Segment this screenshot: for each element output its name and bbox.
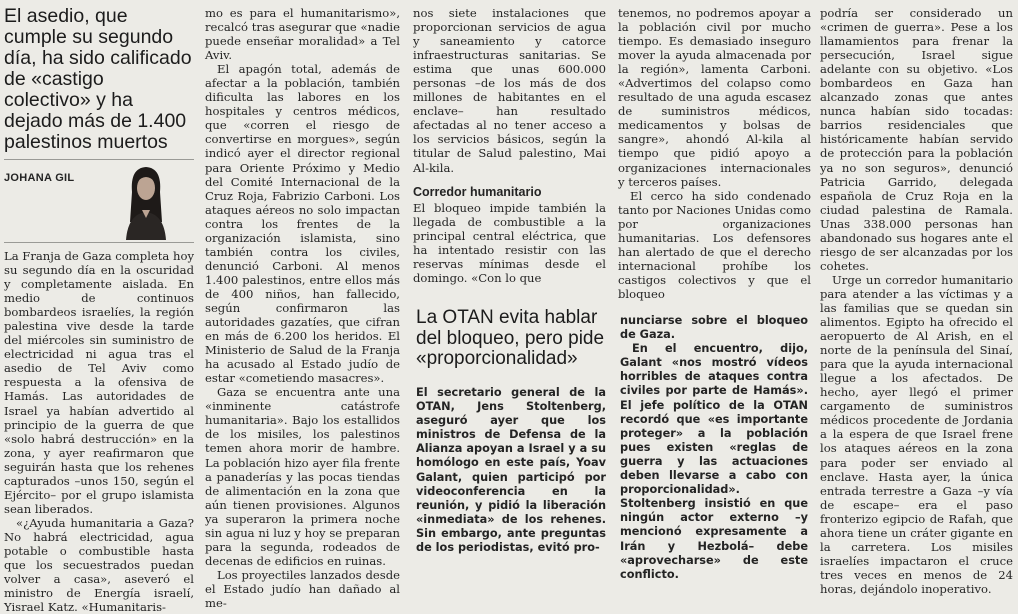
column-2	[205, 6, 400, 610]
sidebar-column-2	[620, 314, 808, 581]
byline-box	[4, 160, 194, 242]
paragraph: El cerco ha sido condenado tanto por Naciones Unidas como por organizaciones humanitarias. Los defensores han alertado de que el derecho internacional prohíbe los castigos colectivos y que el bloqueo	[618, 188, 811, 301]
otan-sidebar	[410, 300, 810, 581]
author-portrait	[122, 162, 170, 240]
paragraph: El apagón total, además de afectar a la población, también dificulta las labores en los hospitales y centros médicos, que «corren el riesgo de convertirse en morgues», según indicó ayer el director regional para Oriente Próximo y Medio del Comité Internacional de la Cruz Roja, Fabrizio Carboni. Los ataques aéreos no solo impactan contra los frentes de la organización islamista, sino también contra los civiles, denunció Carboni. Al menos 1.400 palestinos, entre ellos más de 400 niños, han fallecido, según confirmaron las autoridades gazatíes, que cifran en más de 6.200 los heridos. El Ministerio de Salud de la Franja ha acusado al Estado judío de estar «cometiendo masacres».	[205, 62, 400, 386]
paragraph: podría ser considerado un «crimen de guerra». Pese a los llamamientos para frenar la persecución, Israel sigue adelante con su objetivo. «Los bombardeos en Gaza han alcanzado zonas que antes nunca habían sido tocadas: barrios residenciales que históricamente habían servido de protección para la población ya no son seguros», denunció Patricia Garrido, delegada española de Cruz Roja en la ciudad palestina de Ramala. Unas 338.000 personas han abandonado sus hogares ante el riesgo de ser alcanzadas por los cohetes.	[820, 6, 1013, 273]
paragraph: Los proyectiles lanzados desde el Estado judío han dañado al me-	[205, 567, 400, 610]
paragraph: El bloqueo impide también la llegada de combustible a la principal central eléctrica, que ha intentado resistir con las reservas mínimas desde el domingo. «Con lo que	[413, 200, 606, 285]
column-1	[4, 5, 195, 614]
paragraph: En el encuentro, dijo, Galant «nos mostró vídeos horribles de ataques contra civiles por parte de Hamás». El jefe político de la OTAN recordó que «es importante proteger» a la población pues existen «reglas de guerra y las actuaciones deben llevarse a cabo con proporcionalidad». Stoltenberg insistió en que ningún actor externo –y mencionó expresamente a Irán y Hezbolá– debe «aprovecharse» de este conflicto.	[620, 342, 808, 581]
column-4	[618, 6, 811, 301]
divider	[4, 242, 194, 243]
paragraph: Gaza se encuentra ante una «inminente catástrofe humanitaria». Bajo los estallidos de los misiles, los palestinos temen ahora morir de hambre. La población hizo ayer fila frente a panaderías y las pocas tiendas de alimentación en la zona que aún tienen provisiones. Algunos ya superaron la primera noche sin agua ni luz y hoy se preparan para la segunda, rodeados de decenas de edificios en ruinas.	[205, 385, 400, 568]
column-3	[413, 6, 606, 285]
paragraph: «¿Ayuda humanitaria a Gaza? No habrá electricidad, agua potable o combustible hasta que los secuestrados puedan volver a casa», aseveró el ministro de Energía israelí, Yisrael Katz. «Humanitaris-	[4, 515, 194, 614]
author-byline: JOHANA GIL	[4, 172, 75, 184]
section-subhead: Corredor humanitario	[413, 184, 542, 199]
paragraph: nunciarse sobre el bloqueo de Gaza.	[620, 314, 808, 342]
paragraph: La Franja de Gaza completa hoy su segundo día en la oscuridad y completamente aislada. En medio de continuos bombardeos israelíes, la región palestina vive desde la tarde del miércoles sin suministro de electricidad ni agua tras el asedio de Tel Aviv como respuesta a la ofensiva de Hamás. Las autoridades de Israel ya habían advertido al principio de la guerra de que «solo habrá destrucción» en la zona, y ayer reafirmaron que seguirán hasta que los rehenes capturados –unos 150, según el Ejército– por el grupo islamista sean liberados.	[4, 249, 195, 516]
paragraph: El secretario general de la OTAN, Jens Stoltenberg, aseguró ayer que los ministros de Defensa de la Alianza apoyan a Israel y a su homólogo en este país, Yoav Galant, quien participó por videoconferencia en la reunión, y pidió la liberación «inmediata» de los rehenes. Sin embargo, ante preguntas de los periodistas, evitó pro-	[416, 386, 606, 555]
paragraph: Urge un corredor humanitario para atender a las víctimas y a las familias que se quedan sin alimentos. Egipto ha ofrecido el aeropuerto de Al Arish, en el norte de la península del Sinaí, para que la ayuda internacional llegue a los afectados. De hecho, ayer llegó el primer cargamento de suministros médicos procedente de Jordania a la espera de que Israel frene los ataques aéreos en la zona para poder ser enviado al enclave. Hasta ayer, la única entrada terrestre a Gaza –y vía de escape– era el paso fronterizo egipcio de Rafah, que ahora tiene un cráter gigante en la carretera. Los misiles israelíes impactaron el cruce tres veces en menos de 24 horas, dejándolo inoperativo.	[820, 272, 1013, 596]
sidebar-headline: La OTAN evita hablar del bloqueo, pero pide «proporcionalidad»	[416, 307, 605, 369]
column-5	[820, 6, 1013, 596]
paragraph: nos siete instalaciones que proporcionan servicios de agua y saneamiento y catorce infraestructuras sanitarias. Se estima que unas 600.000 personas –de los más de dos millones de habitantes en el enclave– han resultado afectadas al no tener acceso a los servicios básicos, según la titular de Salud palestino, Mai Al-kila.	[413, 6, 606, 175]
paragraph: tenemos, no podremos apoyar a la población civil por mucho tiempo. Es demasiado inseguro mover la ayuda almacenada por la región», lamenta Carboni. «Advertimos del colapso como resultado de una aguda escasez de suministros médicos, medicamentos y bolsas de sangre», ahondó Al-kila al tiempo que pidió apoyo a organizaciones internacionales y terceros países.	[618, 6, 811, 189]
paragraph: mo es para el humanitarismo», recalcó tras asegurar que «nadie puede enseñar moralidad» a Tel Aviv.	[205, 6, 400, 63]
article-headline: El asedio, que cumple su segundo día, ha sido calificado de «castigo colectivo» y ha dejado más de 1.400 palestinos muertos	[4, 5, 192, 153]
sidebar-column-1	[416, 386, 606, 558]
